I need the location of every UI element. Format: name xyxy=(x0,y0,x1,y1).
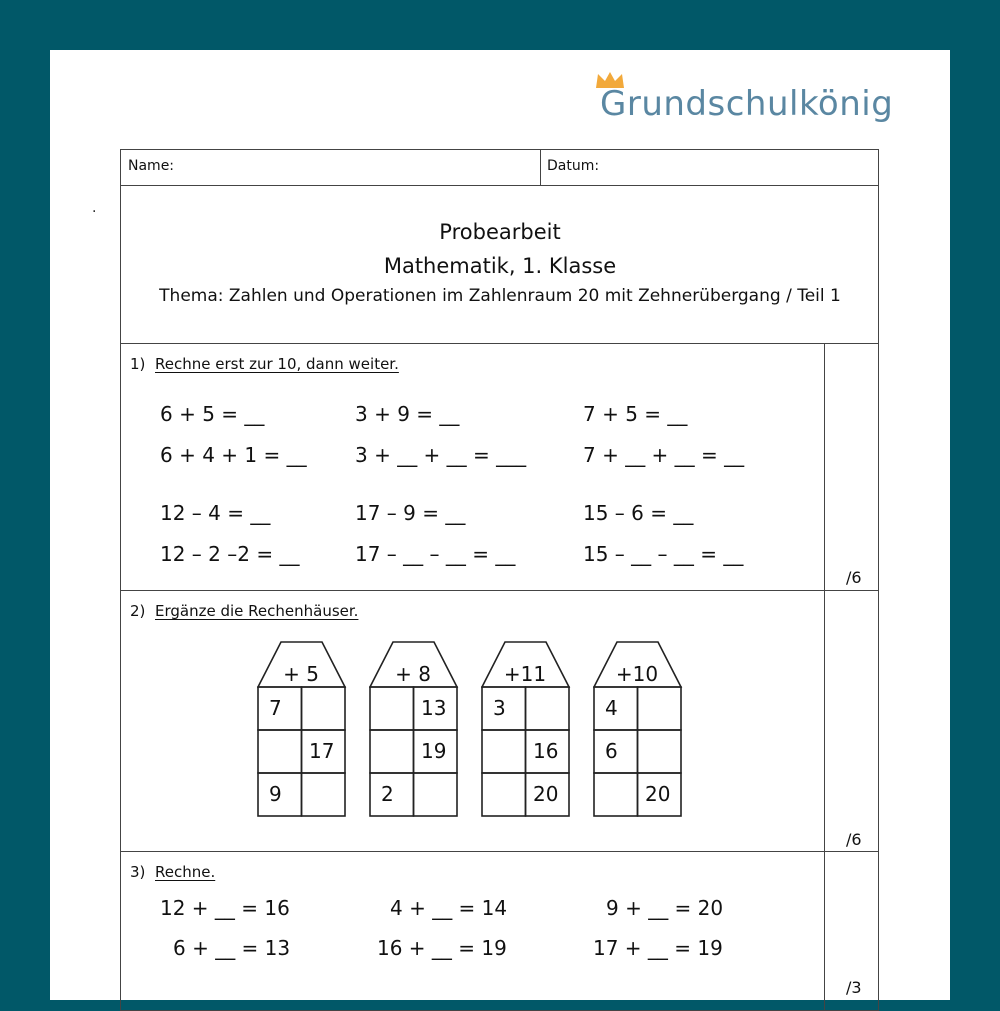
header-divider xyxy=(540,149,541,186)
title-line3: Thema: Zahlen und Operationen im Zahlenraum 20 mit Zehnerübergang / Teil 1 xyxy=(159,286,841,306)
house-cell-value: 4 xyxy=(605,696,618,720)
calculation-house xyxy=(593,640,681,820)
header-table xyxy=(120,149,879,186)
task1-score-column xyxy=(824,343,879,591)
stray-dot: . xyxy=(92,200,97,216)
task1-number: 1) xyxy=(130,355,146,373)
house-cell-value: 7 xyxy=(269,696,282,720)
house-cell-value: 19 xyxy=(421,739,447,763)
house-cell-value: 16 xyxy=(533,739,559,763)
task3-instruction: Rechne. xyxy=(155,863,216,881)
task1-eq: 15 – 6 = __ xyxy=(583,501,694,525)
task1-eq: 6 + 4 + 1 = __ xyxy=(160,443,307,467)
task1-eq: 3 + 9 = __ xyxy=(355,402,460,426)
name-label: Name: xyxy=(128,158,175,174)
calculation-house xyxy=(481,640,569,820)
house-cell xyxy=(302,687,346,730)
task3-eq: 4 + __ = 14 xyxy=(390,896,508,920)
house-cell xyxy=(482,730,526,773)
house-cell-value: 2 xyxy=(381,782,394,806)
house-cell xyxy=(638,730,682,773)
house-cell-value: 20 xyxy=(533,782,559,806)
calculation-house xyxy=(257,640,345,820)
task3-number: 3) xyxy=(130,863,146,881)
house-cell xyxy=(302,773,346,816)
house-cell xyxy=(370,687,414,730)
house-cell-value: 6 xyxy=(605,739,618,763)
task2-number: 2) xyxy=(130,602,146,620)
house-cell xyxy=(258,730,302,773)
task2-instruction: Ergänze die Rechenhäuser. xyxy=(155,602,359,620)
house-cell-value: 13 xyxy=(421,696,447,720)
task3-score: /3 xyxy=(846,978,862,997)
task3-eq: 9 + __ = 20 xyxy=(606,896,724,920)
house-roof-label: + 5 xyxy=(283,662,319,686)
task1-eq: 15 – __ – __ = __ xyxy=(583,542,744,566)
task3-eq: 17 + __ = 19 xyxy=(593,936,723,960)
date-label: Datum: xyxy=(547,158,600,174)
house-cell xyxy=(370,730,414,773)
task1-eq: 17 – __ – __ = __ xyxy=(355,542,516,566)
house-roof-label: +11 xyxy=(503,662,547,686)
task1-eq: 3 + __ + __ = ___ xyxy=(355,443,527,467)
task3-eq: 16 + __ = 19 xyxy=(377,936,507,960)
task1-instruction: Rechne erst zur 10, dann weiter. xyxy=(155,355,399,373)
logo: Grundschulkönig xyxy=(600,84,894,124)
house-cell xyxy=(482,773,526,816)
task3-eq: 12 + __ = 16 xyxy=(160,896,290,920)
title-line2: Mathematik, 1. Klasse xyxy=(383,254,617,278)
house-cell xyxy=(414,773,458,816)
house-cell-value: 17 xyxy=(309,739,335,763)
title-line1: Probearbeit xyxy=(439,220,561,244)
task2-score: /6 xyxy=(846,830,862,849)
task1-eq: 7 + __ + __ = __ xyxy=(583,443,745,467)
house-roof-label: +10 xyxy=(615,662,659,686)
house-cell-value: 3 xyxy=(493,696,506,720)
task1-eq: 17 – 9 = __ xyxy=(355,501,466,525)
task2-score-column xyxy=(824,590,879,852)
task1-eq: 12 – 2 –2 = __ xyxy=(160,542,300,566)
house-cell xyxy=(594,773,638,816)
house-roof-label: + 8 xyxy=(395,662,431,686)
task1-eq: 7 + 5 = __ xyxy=(583,402,688,426)
task1-eq: 6 + 5 = __ xyxy=(160,402,265,426)
task3-box xyxy=(120,851,879,1011)
house-cell-value: 9 xyxy=(269,782,282,806)
house-cell xyxy=(638,687,682,730)
house-cell xyxy=(526,687,570,730)
task1-score: /6 xyxy=(846,568,862,587)
house-cell-value: 20 xyxy=(645,782,671,806)
task1-eq: 12 – 4 = __ xyxy=(160,501,271,525)
worksheet-page xyxy=(50,50,950,1000)
calculation-house xyxy=(369,640,457,820)
task3-eq: 6 + __ = 13 xyxy=(173,936,291,960)
